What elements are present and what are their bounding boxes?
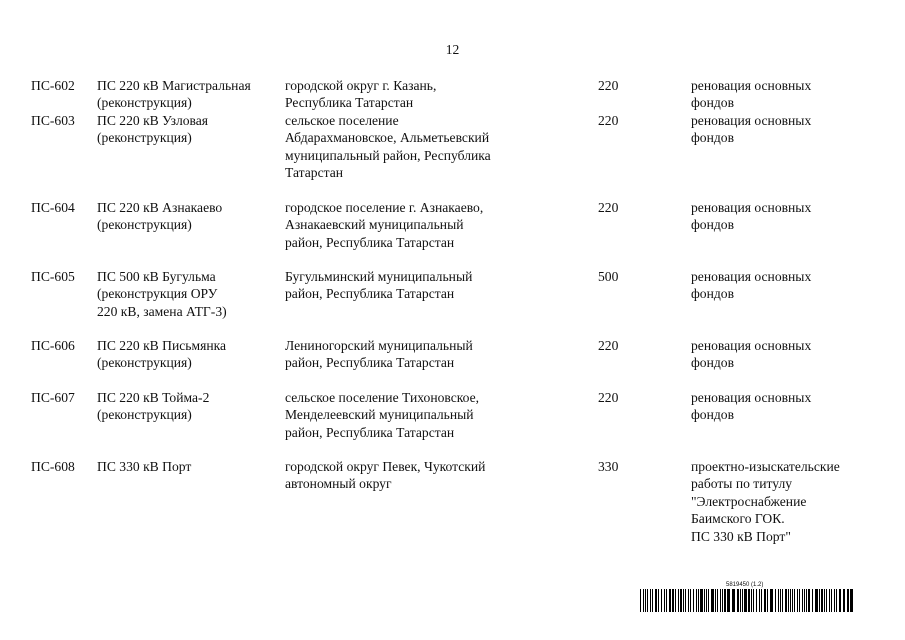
barcode-bar xyxy=(812,589,813,612)
barcode-bar xyxy=(737,589,739,612)
station-name-line: ПС 220 кВ Азнакаево xyxy=(97,200,223,215)
station-purpose xyxy=(691,337,891,372)
barcode-bar xyxy=(675,589,676,612)
station-code: ПС-607 xyxy=(31,390,75,405)
station-location xyxy=(285,77,585,112)
station-purpose-line: реновация основных xyxy=(691,269,812,284)
barcode-bar xyxy=(756,589,757,612)
station-location xyxy=(285,458,585,493)
barcode-bars xyxy=(640,589,855,612)
station-code: ПС-602 xyxy=(31,78,75,93)
station-purpose-line: фондов xyxy=(691,130,735,146)
barcode-bar xyxy=(792,589,793,612)
barcode-bar xyxy=(669,589,671,612)
barcode-bar xyxy=(829,589,830,612)
station-purpose-line: фондов xyxy=(691,355,735,371)
barcode-bar xyxy=(770,589,773,612)
barcode-bar xyxy=(794,589,795,612)
barcode-bar xyxy=(720,589,721,612)
station-purpose-line: работы по титулу xyxy=(691,476,793,492)
station-name xyxy=(97,199,282,234)
barcode-bar xyxy=(717,589,718,612)
station-location-line: сельское поселение Тихоновское, xyxy=(285,390,480,405)
station-purpose-line: фондов xyxy=(691,95,735,111)
barcode-bar xyxy=(797,589,798,612)
station-location xyxy=(285,199,585,251)
barcode-bar xyxy=(715,589,716,612)
station-location-line: Бугульминский муниципальный xyxy=(285,269,473,284)
station-code: ПС-604 xyxy=(31,200,75,215)
station-name-line: 220 кВ, замена АТГ-3) xyxy=(97,303,227,319)
station-name xyxy=(97,112,282,147)
barcode-bar xyxy=(824,589,825,612)
barcode-bar xyxy=(799,589,800,612)
barcode-bar xyxy=(650,589,651,612)
barcode-bar xyxy=(759,589,760,612)
station-location-line: муниципальный район, Республика xyxy=(285,147,491,163)
station-location-line: район, Республика Татарстан xyxy=(285,424,455,440)
station-name xyxy=(97,77,282,112)
barcode-bar xyxy=(847,589,849,612)
barcode-bar xyxy=(826,589,827,612)
station-purpose-line: реновация основных xyxy=(691,390,812,405)
barcode-bar xyxy=(661,589,662,612)
station-name-line: ПС 220 кВ Узловая xyxy=(97,113,209,128)
station-name-line: (реконструкция) xyxy=(97,217,192,233)
station-purpose xyxy=(691,77,891,112)
station-purpose-line: фондов xyxy=(691,407,735,423)
barcode-bar xyxy=(688,589,689,612)
barcode-bar xyxy=(664,589,665,612)
barcode-bar xyxy=(821,589,823,612)
barcode-bar xyxy=(711,589,714,612)
station-voltage: 220 xyxy=(598,113,619,128)
barcode-bar xyxy=(704,589,705,612)
barcode-bar xyxy=(690,589,691,612)
barcode-bar xyxy=(744,589,747,612)
barcode-bar xyxy=(751,589,752,612)
station-name xyxy=(97,458,282,475)
station-location-line: Республика Татарстан xyxy=(285,95,414,111)
station-name-line: (реконструкция) xyxy=(97,407,192,423)
station-code: ПС-606 xyxy=(31,338,75,353)
barcode-bar xyxy=(655,589,657,612)
barcode-bar xyxy=(727,589,730,612)
station-name xyxy=(97,268,282,320)
barcode-bar xyxy=(724,589,726,612)
barcode-bar xyxy=(742,589,743,612)
barcode-bar xyxy=(647,589,648,612)
station-purpose xyxy=(691,389,891,424)
station-location-line: городской округ Певек, Чукотский xyxy=(285,459,486,474)
station-purpose xyxy=(691,268,891,303)
barcode-bar xyxy=(672,589,674,612)
station-name-line: (реконструкция) xyxy=(97,355,192,371)
barcode-bar xyxy=(693,589,694,612)
barcode-bar xyxy=(788,589,789,612)
station-purpose-line: ПС 330 кВ Порт" xyxy=(691,528,791,544)
station-voltage: 330 xyxy=(598,459,619,474)
barcode-bar xyxy=(780,589,781,612)
barcode-bar xyxy=(808,589,810,612)
station-purpose-line: реновация основных xyxy=(691,200,812,215)
station-name-line: ПС 500 кВ Бугульма xyxy=(97,269,216,284)
station-location-line: Менделеевский муниципальный xyxy=(285,407,474,423)
station-purpose-line: проектно-изыскательские xyxy=(691,459,840,474)
station-location xyxy=(285,112,585,182)
barcode-bar xyxy=(658,589,659,612)
station-voltage: 220 xyxy=(598,390,619,405)
barcode-bar xyxy=(831,589,832,612)
page-number: 12 xyxy=(445,42,460,57)
station-location xyxy=(285,389,585,441)
station-voltage: 220 xyxy=(598,200,619,215)
barcode-bar xyxy=(804,589,805,612)
station-location-line: Абдарахмановское, Альметьевский xyxy=(285,130,490,146)
station-name-line: (реконструкция ОРУ xyxy=(97,286,218,302)
barcode-bar xyxy=(722,589,723,612)
barcode-bar xyxy=(782,589,783,612)
station-location-line: район, Республика Татарстан xyxy=(285,355,455,371)
barcode-bar xyxy=(843,589,845,612)
barcode-bar xyxy=(806,589,807,612)
station-location-line: Лениногорский муниципальный xyxy=(285,338,473,353)
barcode-bar xyxy=(761,589,762,612)
barcode-bar xyxy=(778,589,779,612)
barcode-bar xyxy=(785,589,787,612)
barcode-bar xyxy=(819,589,820,612)
station-code: ПС-608 xyxy=(31,459,75,474)
barcode-bar xyxy=(748,589,750,612)
station-location xyxy=(285,337,585,372)
barcode-bar xyxy=(700,589,703,612)
station-name-line: ПС 220 кВ Тойма-2 xyxy=(97,390,210,405)
barcode-bar xyxy=(834,589,835,612)
barcode-bar xyxy=(753,589,754,612)
station-voltage: 220 xyxy=(598,78,619,93)
station-location-line: сельское поселение xyxy=(285,113,399,128)
station-location-line: автономный округ xyxy=(285,476,392,492)
barcode-bar xyxy=(706,589,707,612)
station-location-line: городской округ г. Казань, xyxy=(285,78,437,93)
station-location-line: Азнакаевский муниципальный xyxy=(285,217,464,233)
barcode-bar xyxy=(839,589,841,612)
station-voltage: 220 xyxy=(598,338,619,353)
station-name-line: (реконструкция) xyxy=(97,95,192,111)
station-location-line: район, Республика Татарстан xyxy=(285,286,455,302)
barcode-bar xyxy=(643,589,644,612)
barcode-bar xyxy=(764,589,766,612)
barcode-bar xyxy=(790,589,791,612)
barcode-bar xyxy=(683,589,684,612)
station-location xyxy=(285,268,585,303)
station-purpose xyxy=(691,112,891,147)
station-purpose xyxy=(691,458,891,545)
station-name xyxy=(97,389,282,424)
barcode-bar xyxy=(802,589,803,612)
barcode-bar xyxy=(732,589,735,612)
station-name-line: ПС 220 кВ Письмянка xyxy=(97,338,227,353)
station-location-line: городское поселение г. Азнакаево, xyxy=(285,200,484,215)
barcode-bar xyxy=(685,589,686,612)
station-code: ПС-603 xyxy=(31,113,75,128)
barcode-bar xyxy=(775,589,776,612)
station-purpose-line: реновация основных xyxy=(691,78,812,93)
station-purpose-line: реновация основных xyxy=(691,338,812,353)
barcode-bar xyxy=(740,589,741,612)
station-name xyxy=(97,337,282,372)
station-code: ПС-605 xyxy=(31,269,75,284)
station-purpose-line: реновация основных xyxy=(691,113,812,128)
barcode-bar xyxy=(836,589,837,612)
station-name-line: (реконструкция) xyxy=(97,130,192,146)
barcode-caption: 5819450 (1.2) xyxy=(726,582,764,588)
station-purpose-line: фондов xyxy=(691,286,735,302)
station-location-line: Татарстан xyxy=(285,165,344,181)
barcode-bar xyxy=(698,589,699,612)
barcode-bar xyxy=(850,589,853,612)
barcode-bar xyxy=(708,589,709,612)
barcode-bar xyxy=(678,589,679,612)
barcode-bar xyxy=(815,589,818,612)
station-name-line: ПС 220 кВ Магистральная xyxy=(97,78,251,93)
barcode-bar xyxy=(767,589,768,612)
station-purpose-line: фондов xyxy=(691,217,735,233)
barcode-bar xyxy=(666,589,667,612)
station-purpose-line: "Электроснабжение xyxy=(691,493,807,509)
station-purpose xyxy=(691,199,891,234)
barcode-bar xyxy=(640,589,641,612)
station-location-line: район, Республика Татарстан xyxy=(285,234,455,250)
station-purpose-line: Баимского ГОК. xyxy=(691,511,785,527)
document-barcode xyxy=(640,582,855,612)
station-name-line: ПС 330 кВ Порт xyxy=(97,459,192,474)
station-voltage: 500 xyxy=(598,269,619,284)
barcode-bar xyxy=(645,589,646,612)
barcode-bar xyxy=(652,589,653,612)
barcode-bar xyxy=(696,589,697,612)
barcode-bar xyxy=(680,589,682,612)
